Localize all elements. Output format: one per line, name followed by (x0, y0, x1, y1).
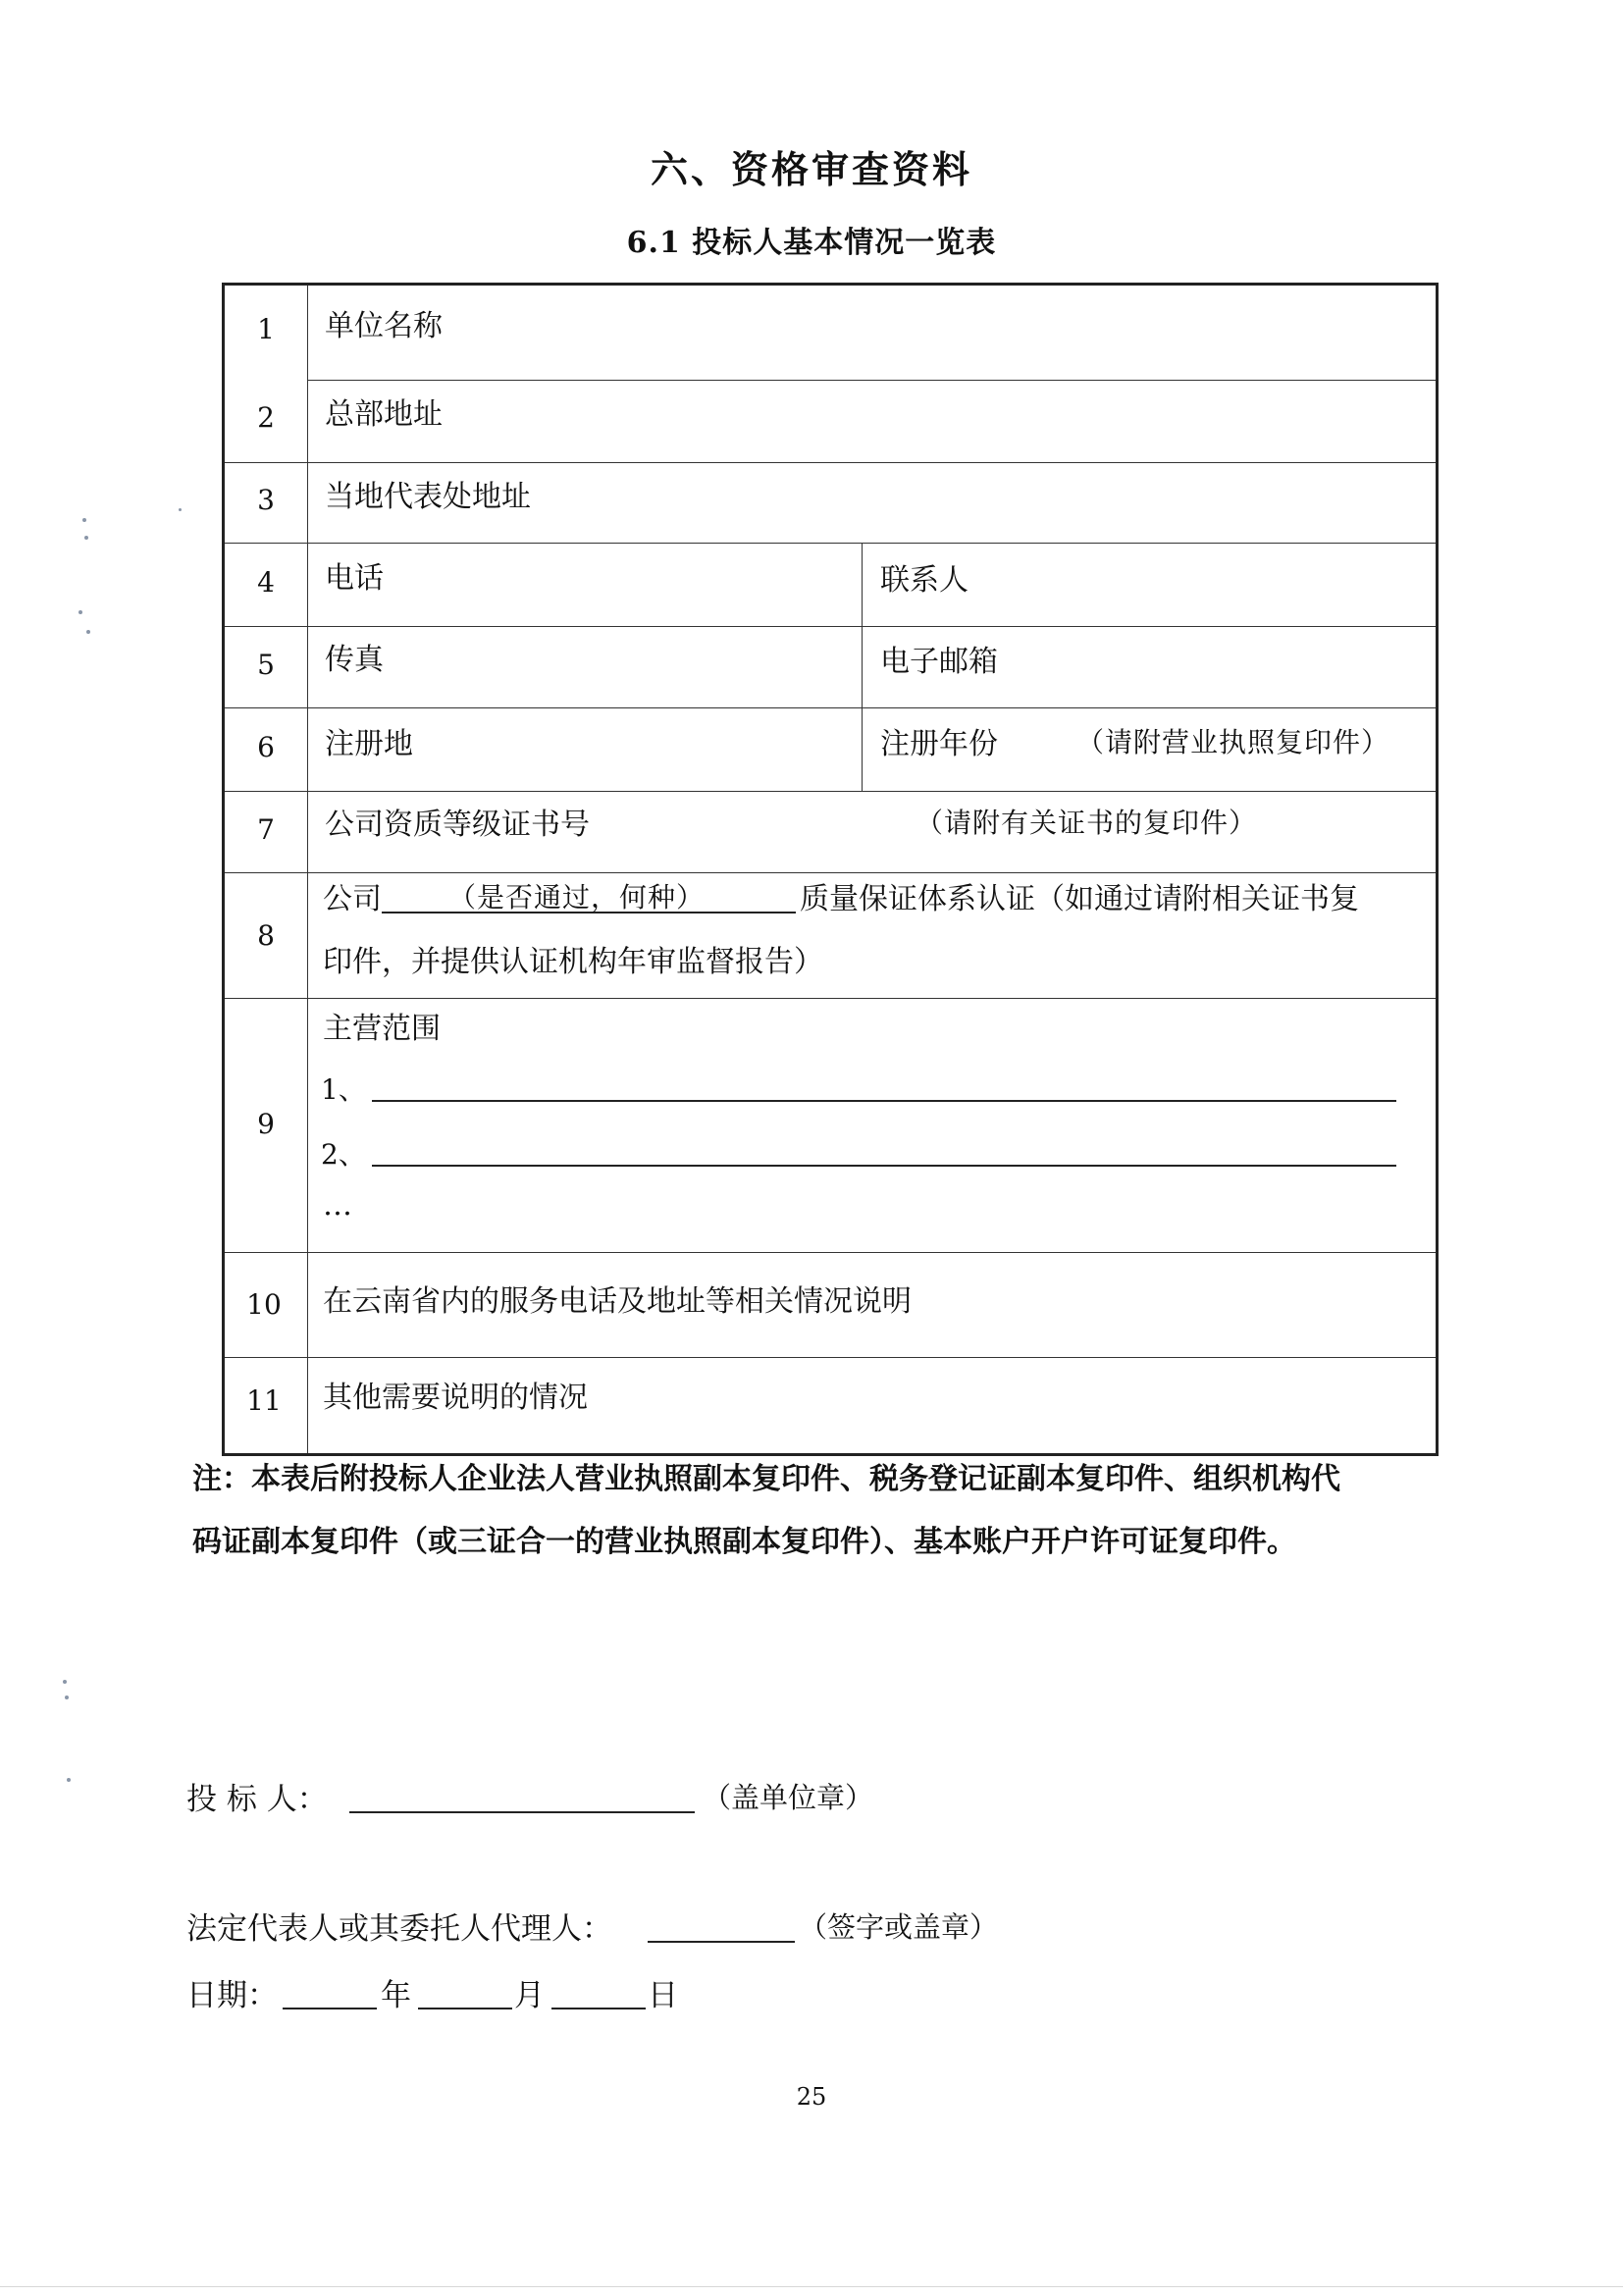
date-label: 日期： (186, 1978, 278, 2013)
representative-blank (648, 1941, 795, 1943)
bidder-blank (349, 1811, 695, 1813)
row-number: 3 (257, 484, 275, 516)
year-label: 年 (381, 1978, 411, 2013)
row-number: 4 (257, 566, 275, 599)
ellipsis: … (323, 1188, 352, 1223)
row-divider (225, 1357, 1436, 1358)
row-divider (225, 872, 1436, 873)
page-title: 六、资格审查资料 (650, 147, 972, 191)
number-column-divider (307, 286, 308, 1453)
row-label: 当地代表处地址 (325, 480, 531, 514)
row-number: 2 (257, 401, 275, 434)
page-number: 25 (796, 2083, 827, 2111)
representative-label: 法定代表人或其委托人代理人： (186, 1911, 612, 1947)
scan-speck (86, 630, 90, 634)
row-number: 5 (257, 649, 275, 681)
row-number: 8 (257, 919, 275, 952)
bidder-info-table (222, 283, 1439, 1456)
row-divider (225, 707, 1436, 708)
list-item-number: 1、 (321, 1073, 366, 1106)
list-item-number: 2、 (321, 1138, 366, 1171)
row-label: 单位名称 (325, 309, 443, 343)
row-label: 其他需要说明的情况 (323, 1381, 588, 1415)
scan-speck (63, 1680, 67, 1684)
row-divider (225, 543, 1436, 544)
row-label: 印件，并提供认证机构年审监督报告） (323, 945, 823, 979)
row-number: 11 (246, 1384, 282, 1417)
scan-speck (65, 1696, 69, 1699)
row-divider (225, 462, 1436, 463)
fill-blank (372, 1100, 1396, 1102)
row-divider (225, 998, 1436, 999)
row-right-label: 注册年份 (880, 727, 998, 761)
row-label: 总部地址 (325, 397, 443, 432)
middle-column-divider (862, 543, 863, 791)
bidder-hint: （盖单位章） (703, 1781, 874, 1814)
day-blank (551, 2008, 646, 2009)
note-line: 注：本表后附投标人企业法人营业执照副本复印件、税务登记证副本复印件、组织机构代 (192, 1462, 1340, 1496)
row-label: 公司资质等级证书号 (325, 808, 590, 842)
scan-speck (179, 508, 182, 511)
scan-speck (79, 610, 82, 614)
row-label: 主营范围 (323, 1012, 441, 1046)
row-right-label: 电子邮箱 (880, 645, 998, 679)
bidder-label: 投 标 人： (186, 1782, 328, 1817)
row-label: 传真 (325, 643, 384, 677)
scan-speck (67, 1778, 71, 1782)
row-hint: （请附有关证书的复印件） (916, 807, 1258, 839)
year-blank (283, 2008, 377, 2009)
row-number: 9 (257, 1108, 275, 1140)
row-number: 10 (246, 1288, 282, 1321)
row-number: 7 (257, 813, 275, 846)
row-label: 质量保证体系认证（如通过请附相关证书复 (800, 882, 1359, 916)
row-divider (225, 791, 1436, 792)
month-label: 月 (514, 1978, 545, 2013)
row-right-label: 联系人 (880, 563, 969, 598)
row-label: 在云南省内的服务电话及地址等相关情况说明 (323, 1284, 912, 1319)
row-label: 电话 (325, 561, 384, 596)
row-hint: （请附营业执照复印件） (1076, 726, 1390, 758)
fill-blank (372, 1165, 1396, 1167)
month-blank (418, 2008, 512, 2009)
day-label: 日 (648, 1978, 678, 2013)
row-number: 1 (257, 313, 275, 345)
table-title: 6.1 投标人基本情况一览表 (626, 226, 997, 260)
row-hint: （是否通过，何种） (448, 881, 706, 913)
row-divider (225, 1252, 1436, 1253)
row-divider (225, 626, 1436, 627)
representative-hint: （签字或盖章） (799, 1910, 999, 1944)
row-label: 注册地 (325, 727, 413, 761)
row-number: 6 (257, 731, 275, 763)
note-line: 码证副本复印件（或三证合一的营业执照副本复印件）、基本账户开户许可证复印件。 (192, 1525, 1296, 1559)
scan-edge (0, 2286, 1623, 2287)
scan-speck (82, 518, 86, 522)
scan-speck (84, 536, 88, 540)
row-divider (307, 380, 1436, 381)
row-label: 公司 (323, 882, 382, 916)
